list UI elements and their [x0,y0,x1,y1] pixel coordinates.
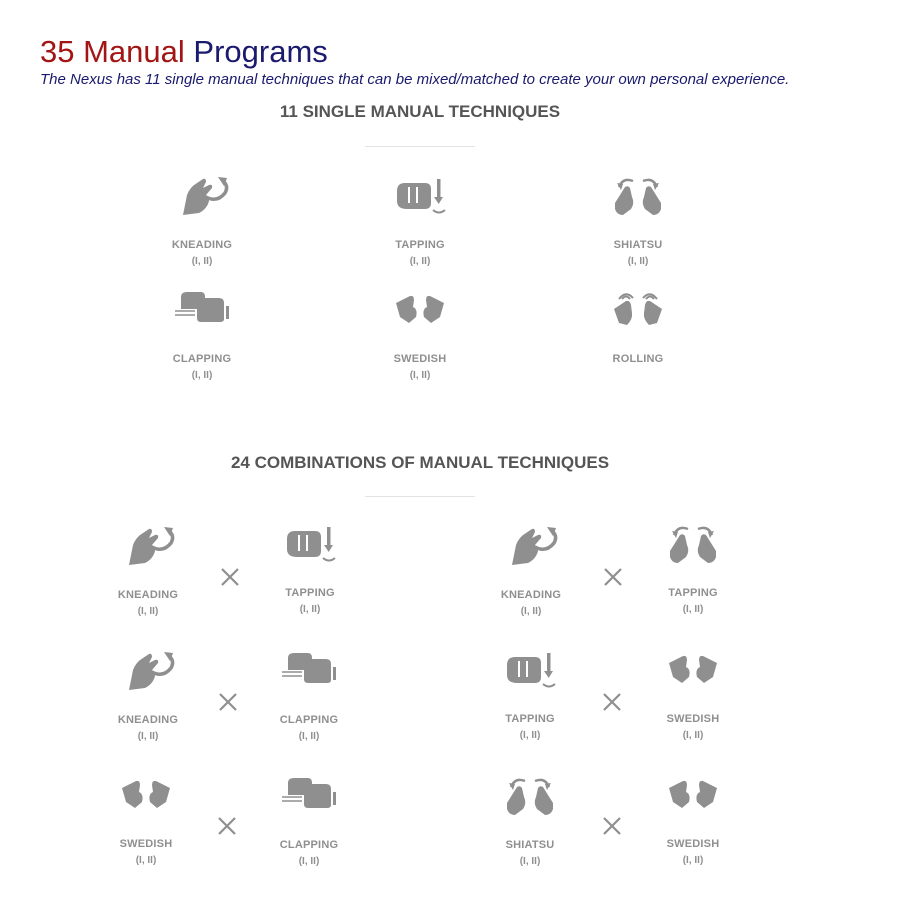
times-icon [218,565,242,589]
technique-variants: (I, II) [191,256,213,267]
times-icon [215,814,239,838]
technique-variants: (I, II) [135,855,157,866]
technique-label: TAPPING [505,713,555,725]
technique-label: CLAPPING [172,353,232,365]
technique-label: SWEDISH [666,838,720,850]
technique-variants: (I, II) [519,730,541,741]
clapping-icon [280,773,338,819]
technique-variants: (I, II) [137,731,159,742]
shiatsu-icon [664,521,722,567]
single-technique-rolling [583,287,693,370]
tapping-icon [501,647,559,693]
combo-6-left [475,773,585,868]
technique-variants: (I, II) [137,606,159,617]
technique-variants: (I, II) [409,256,431,267]
combinations-heading-divider [365,496,475,497]
times-icon [216,690,240,714]
tapping-icon [281,521,339,567]
combo-5-left [91,772,201,867]
single-techniques-heading: 11 SINGLE MANUAL TECHNIQUES [279,102,561,121]
page-title [40,34,328,70]
technique-label: ROLLING [612,353,664,365]
technique-variants: (I, II) [298,731,320,742]
shiatsu-icon [501,773,559,819]
technique-label: CLAPPING [279,839,339,851]
technique-label: SHIATSU [505,839,555,851]
shiatsu-icon [609,173,667,219]
technique-variants: (I, II) [298,856,320,867]
technique-label: SWEDISH [119,838,173,850]
single-technique-tapping [365,173,475,268]
technique-label: SHIATSU [613,239,663,251]
technique-label: CLAPPING [279,714,339,726]
technique-label: TAPPING [395,239,445,251]
combinations-heading: 24 COMBINATIONS OF MANUAL TECHNIQUES [230,453,610,472]
single-technique-shiatsu [583,173,693,268]
combo-3-right [254,648,364,743]
kneading-icon [173,173,231,219]
rolling-icon [609,287,667,333]
combo-4-left [475,647,585,742]
times-icon [601,565,625,589]
title-number-part: 35 Manual [40,34,185,69]
single-technique-swedish [365,287,475,382]
times-icon [600,814,624,838]
technique-variants: (I, II) [191,370,213,381]
combo-4-right [638,647,748,742]
times-icon [600,690,624,714]
technique-label: TAPPING [285,587,335,599]
swedish-icon [664,647,722,693]
kneading-icon [502,523,560,569]
technique-label: KNEADING [500,589,562,601]
clapping-icon [173,287,231,333]
swedish-icon [391,287,449,333]
technique-label: SWEDISH [393,353,447,365]
technique-variants: (I, II) [627,256,649,267]
technique-variants: (I, II) [682,604,704,615]
technique-variants: (I, II) [519,856,541,867]
single-heading-divider [365,146,475,147]
technique-label: TAPPING [668,587,718,599]
tapping-icon [391,173,449,219]
technique-variants: (I, II) [682,855,704,866]
single-technique-clapping [147,287,257,382]
combo-3-left [93,648,203,743]
title-programs-part: Programs [193,34,328,69]
kneading-icon [119,523,177,569]
technique-variants: (I, II) [520,606,542,617]
clapping-icon [280,648,338,694]
combo-2-left [476,523,586,618]
page-subtitle: The Nexus has 11 single manual techniques that can be mixed/matched to create your own personal experience. [40,71,790,88]
combo-2-right [638,521,748,616]
technique-variants: (I, II) [682,730,704,741]
technique-label: KNEADING [171,239,233,251]
technique-label: KNEADING [117,714,179,726]
combo-5-right [254,773,364,868]
kneading-icon [119,648,177,694]
technique-label: KNEADING [117,589,179,601]
technique-variants: (I, II) [299,604,321,615]
swedish-icon [664,772,722,818]
combo-1-right [255,521,365,616]
combo-6-right [638,772,748,867]
technique-label: SWEDISH [666,713,720,725]
single-technique-kneading [147,173,257,268]
combo-1-left [93,523,203,618]
swedish-icon [117,772,175,818]
technique-variants: (I, II) [409,370,431,381]
